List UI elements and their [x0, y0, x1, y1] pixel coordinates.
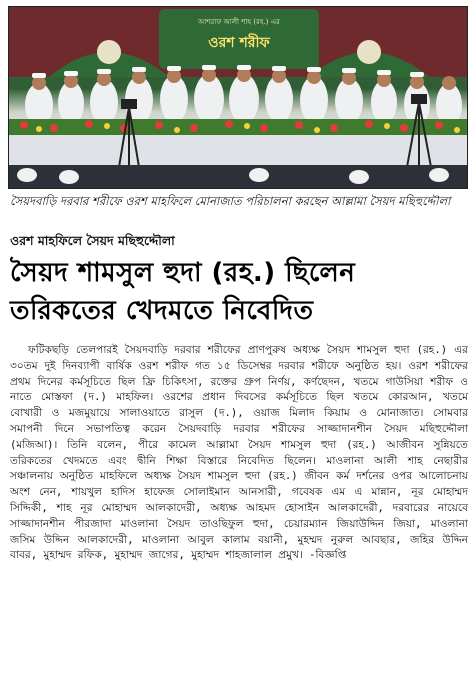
article-body: ফটিকছড়ি তেলপারই সৈয়দবাড়ি দরবার শরীফের প্রাণপুরুষ অধ্যক্ষ সৈয়দ শামসুল হুদা (রহ.) এর ৩০তম দুই দিনব্যাপী বার্ষিক ওরশ শরীফ গত ১৫ ডিসেম্বর দরবার শরীফে অনুষ্ঠিত হয়। ওরশ শরীফের প্রথম দিনের কর্মসূচিতে ছিল ফ্রি চিকিৎসা, রক্তের গ্রুপ নির্ণয়, কর্ণছেদন, খতমে গাউসিয়া শরীফ ও নাতে মোস্তফা (দ.) মাহফিল। ওরশের প্রধান দিবসের কর্মসূচিতে ছিল খতমে কোরআন, খতমে বোখারী ও মজমুয়ায়ে সালাওয়াতে রাসুল (দ.), ওয়াজ মিলাদ কিয়াম ও মোনাজাত। সোমবার সমাপনী দিনে সভাপতিত্ব করেন সৈয়দবাড়ি দরবার শরীফের সাজ্জাদানশীন সৈয়দ মছিহুদ্দৌলা (মজিআ)। তিনি বলেন, পীরে কামেল আল্লামা সৈয়দ শামসুল হুদা (রহ.) আজীবন সুন্নিয়তে তরিকতের খেদমতে এবং দ্বীনি শিক্ষা বিস্তারে নিবেদিত ছিলেন। মাওলানা আলী শাহ নেছারীর সঞ্চালনায় অনুষ্ঠিত মাহফিলে অধ্যক্ষ সৈয়দ শামসুল হুদা (রহ.) জীবন কর্ম দর্শনের ওপর আলোচনায় অংশ নেন, শায়খুল হাদিস হাফেজ সোলাইমান আনসারী, গবেষক এম এ মান্নান, নূর মোহাম্মদ সিদ্দিকী, শাহ নূর মোহাম্মদ আলকাদেরী, অধ্যক্ষ আহমদ হোসাইন আলকাদেরী, দরবারের নায়েবে সাজ্জাদানশীন পীরজাদা মাওলানা সৈয়দ তাওছিফুল হুদা, চেয়ারম্যান জিয়াউদ্দিন জিয়া, মাওলানা জসিম উদ্দিন আলকাদেরী, মাওলানা আবুল কালাম বয়ানী, মুহম্মদ নুরুল আবছার, জহির উদ্দিন বাবর, মুহাম্মদ রফিক, মুহাম্মদ জাগের, মুহাম্মদ শাহজালাল প্রমুখ। -বিজ্ঞপ্তি — [10, 344, 468, 562]
article-kicker: ওরশ মাহফিলে সৈয়দ মছিহুদ্দৌলা — [10, 233, 175, 248]
article-headline: সৈয়দ শামসুল হুদা (রহ.) ছিলেন তরিকতের খেদমতে নিবেদিত — [10, 258, 356, 326]
banner-top-text: আশরাফ আলী শাহ (রহ.) এর — [198, 18, 280, 26]
news-photo — [8, 6, 468, 189]
banner-main-text: ওরশ শরীফ — [208, 35, 270, 51]
stage-gathering-photo-icon — [9, 7, 468, 189]
photo-caption: সৈয়দবাড়ি দরবার শরীফে ওরশ মাহফিলে মোনাজাত পরিচালনা করছেন আল্লামা সৈয়দ মছিহুদ্দৌলা — [10, 194, 451, 208]
